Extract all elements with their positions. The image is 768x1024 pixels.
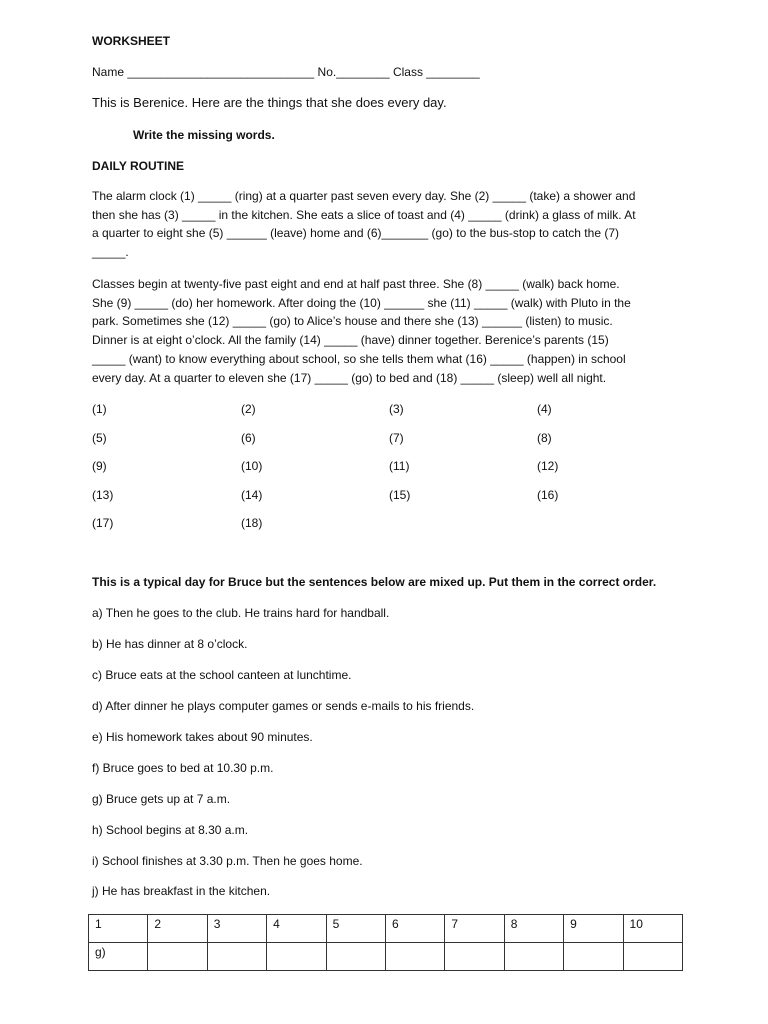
answer-number: (2) (241, 402, 256, 416)
answer-number: (13) (92, 488, 114, 502)
order-answer-cell[interactable] (504, 943, 563, 971)
answer-number: (5) (92, 431, 107, 445)
paragraph-2-line: _____ (want) to know everything about school, so she tells them what (16) _____ (happen) in school (92, 351, 626, 366)
answer-number: (11) (389, 459, 410, 473)
answer-number: (8) (537, 431, 552, 445)
name-line[interactable]: Name ____________________________ No.________ Class ________ (92, 65, 480, 79)
order-answer-cell[interactable]: g) (89, 943, 148, 971)
answer-number: (6) (241, 431, 256, 445)
sentence-c: c) Bruce eats at the school canteen at lunchtime. (92, 668, 352, 682)
answer-number: (15) (389, 488, 411, 502)
order-answer-cell[interactable] (564, 943, 623, 971)
paragraph-1-line: _____. (92, 245, 129, 260)
answer-number: (1) (92, 402, 107, 416)
answer-number: (9) (92, 459, 107, 473)
order-table (88, 914, 683, 971)
answer-number: (14) (241, 488, 263, 502)
order-answer-cell[interactable] (207, 943, 266, 971)
order-header-cell: 10 (623, 915, 682, 943)
order-header-cell: 3 (207, 915, 266, 943)
order-header-cell: 2 (148, 915, 207, 943)
sentence-d: d) After dinner he plays computer games or sends e-mails to his friends. (92, 699, 475, 713)
paragraph-1-line: a quarter to eight she (5) ______ (leave) home and (6)_______ (go) to the bus-stop to catch the (7) (92, 226, 619, 241)
order-answer-cell[interactable] (445, 943, 504, 971)
order-header-cell: 1 (89, 915, 148, 943)
answer-number: (12) (537, 459, 559, 473)
order-answer-cell[interactable] (623, 943, 682, 971)
paragraph-1-line: then she has (3) _____ in the kitchen. She eats a slice of toast and (4) _____ (drink) a glass of milk. At (92, 207, 636, 222)
paragraph-2 (92, 275, 678, 387)
sentence-b: b) He has dinner at 8 o’clock. (92, 637, 248, 651)
paragraph-2-line: She (9) _____ (do) her homework. After doing the (10) ______ she (11) _____ (walk) with Pluto in the (92, 295, 631, 310)
sentence-e: e) His homework takes about 90 minutes. (92, 730, 313, 744)
order-table-answer-row (89, 943, 683, 971)
answer-number: (10) (241, 459, 263, 473)
order-header-cell: 6 (385, 915, 444, 943)
sentence-a: a) Then he goes to the club. He trains hard for handball. (92, 606, 390, 620)
sentence-h: h) School begins at 8.30 a.m. (92, 823, 249, 837)
answer-number: (4) (537, 402, 552, 416)
order-header-cell: 8 (504, 915, 563, 943)
paragraph-1 (92, 187, 678, 262)
bruce-instruction: This is a typical day for Bruce but the sentences below are mixed up. Put them in the correct order. (92, 575, 657, 589)
order-header-cell: 7 (445, 915, 504, 943)
answer-number: (16) (537, 488, 559, 502)
answer-number: (18) (241, 516, 263, 530)
answer-number: (17) (92, 516, 114, 530)
order-answer-cell[interactable] (326, 943, 385, 971)
instruction-text: Write the missing words. (133, 128, 275, 142)
paragraph-2-line: every day. At a quarter to eleven she (17) _____ (go) to bed and (18) _____ (sleep) well all night. (92, 370, 607, 385)
paragraph-1-line: The alarm clock (1) _____ (ring) at a quarter past seven every day. She (2) _____ (take) a shower and (92, 189, 636, 203)
paragraph-2-line: Dinner is at eight o’clock. All the family (14) _____ (have) dinner together. Berenice’s parents (15) (92, 333, 609, 348)
paragraph-2-line: Classes begin at twenty-five past eight and end at half past three. She (8) _____ (walk) back home. (92, 277, 620, 291)
worksheet-title: WORKSHEET (92, 34, 170, 48)
order-answer-cell[interactable] (385, 943, 444, 971)
order-table-header-row (89, 915, 683, 943)
sentence-g: g) Bruce gets up at 7 a.m. (92, 792, 231, 806)
section-title: DAILY ROUTINE (92, 159, 185, 173)
sentence-i: i) School finishes at 3.30 p.m. Then he goes home. (92, 854, 363, 868)
sentence-f: f) Bruce goes to bed at 10.30 p.m. (92, 761, 274, 775)
order-answer-cell[interactable] (267, 943, 326, 971)
order-answer-cell[interactable] (148, 943, 207, 971)
order-header-cell: 5 (326, 915, 385, 943)
sentence-j: j) He has breakfast in the kitchen. (92, 884, 271, 898)
order-header-cell: 4 (267, 915, 326, 943)
answer-number: (3) (389, 402, 404, 416)
paragraph-2-line: park. Sometimes she (12) _____ (go) to Alice’s house and there she (13) ______ (listen) to music. (92, 314, 613, 329)
answer-number: (7) (389, 431, 404, 445)
intro-text: This is Berenice. Here are the things that she does every day. (92, 95, 447, 110)
order-header-cell: 9 (564, 915, 623, 943)
